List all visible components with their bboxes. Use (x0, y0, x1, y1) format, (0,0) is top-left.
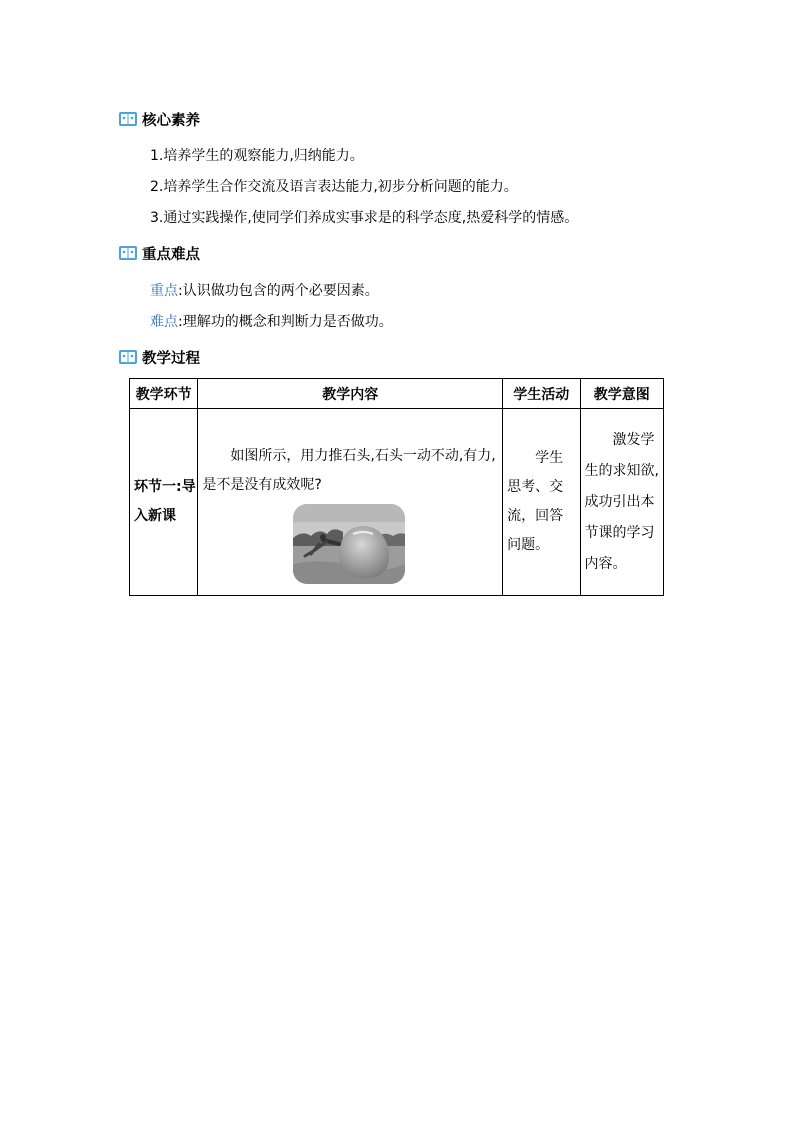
activity-cell (503, 409, 580, 596)
focus-line (150, 280, 379, 300)
teaching-process-table (129, 378, 664, 596)
book-icon (118, 347, 138, 367)
intent-text: 激发学生的求知欲,成功引出本节课的学习内容。 (584, 431, 659, 572)
pushing-rock-photo (293, 504, 405, 584)
difficulty-line (150, 311, 393, 331)
difficulty-label: 难点 (150, 314, 178, 330)
content-cell (198, 409, 503, 596)
section-keypoints-heading (118, 242, 200, 264)
book-icon (118, 243, 138, 263)
rock-photo-image (293, 504, 405, 584)
section-title: 核心素养 (142, 112, 200, 129)
content-text: 如图所示，用力推石头,石头一动不动,有力,是不是没有成效呢? (202, 448, 496, 493)
core-item-1: 1.培养学生的观察能力,归纳能力。 (150, 148, 364, 164)
difficulty-text: :理解功的概念和判断力是否做功。 (178, 314, 393, 330)
section-title: 教学过程 (142, 350, 200, 367)
section-process-heading (118, 346, 200, 368)
header-stage: 教学环节 (130, 379, 198, 409)
table-row (130, 409, 664, 596)
focus-text: :认识做功包含的两个必要因素。 (178, 283, 379, 299)
header-content: 教学内容 (198, 379, 503, 409)
stage-cell: 环节一:导入新课 (130, 409, 198, 596)
core-item-3: 3.通过实践操作,使同学们养成实事求是的科学态度,热爱科学的情感。 (150, 210, 579, 226)
header-activity: 学生活动 (503, 379, 580, 409)
header-intent: 教学意图 (580, 379, 664, 409)
activity-text: 学生思考、交流，回答问题。 (507, 450, 564, 553)
focus-label: 重点 (150, 283, 178, 299)
section-core-heading (118, 108, 200, 130)
table-header-row (130, 379, 664, 409)
intent-cell (580, 409, 664, 596)
section-title: 重点难点 (142, 246, 200, 263)
book-icon (118, 109, 138, 129)
core-item-2: 2.培养学生合作交流及语言表达能力,初步分析问题的能力。 (150, 179, 518, 195)
